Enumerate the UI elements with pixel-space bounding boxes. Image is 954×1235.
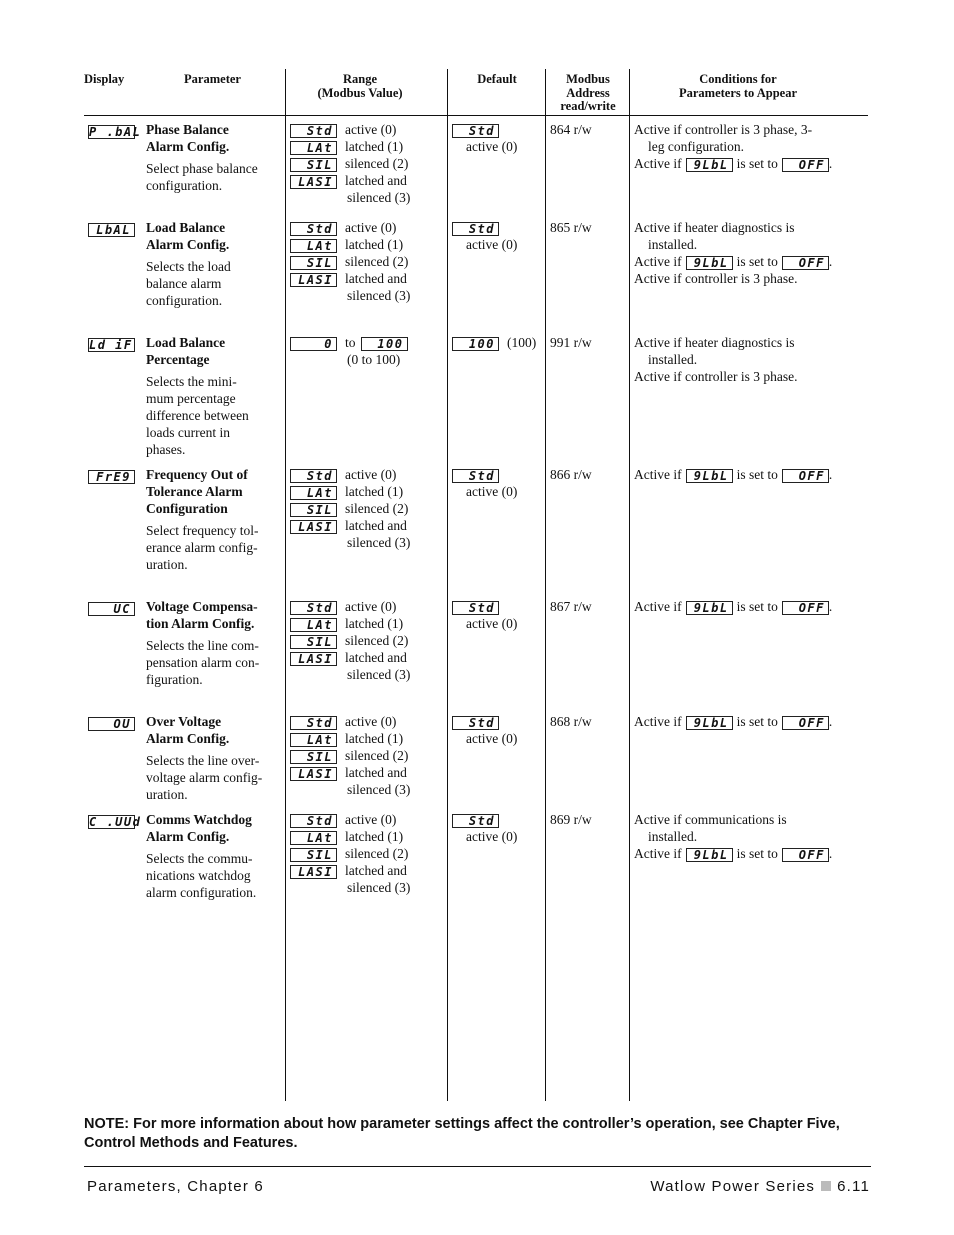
- lcd-default-code: Std: [452, 469, 499, 483]
- display-code: [88, 468, 135, 484]
- default-value: [452, 466, 544, 483]
- parameter-description: [146, 160, 286, 194]
- condition-suffix: .: [828, 714, 833, 729]
- footer-rule: [84, 1166, 871, 1167]
- condition-mid: is set to: [736, 599, 778, 614]
- parameter-name: Tolerance Alarm: [146, 484, 243, 499]
- lcd-default-code: Std: [452, 124, 499, 138]
- default-cell: [452, 713, 544, 747]
- display-code: [88, 715, 135, 731]
- modbus-address: 868 r/w: [550, 714, 592, 729]
- description-line: figuration.: [146, 672, 203, 687]
- column-divider-2: [447, 69, 448, 1101]
- condition-suffix: .: [828, 467, 833, 482]
- description-line: Selects the load: [146, 259, 231, 274]
- range-option: [290, 713, 446, 730]
- range-option-text: active (0): [345, 812, 397, 827]
- description-line: Selects the mini-: [146, 374, 237, 389]
- modbus-address: 866 r/w: [550, 467, 592, 482]
- description-line: Select phase balance: [146, 161, 258, 176]
- modbus-header-line3: read/write: [560, 99, 616, 113]
- range-option: [290, 155, 446, 172]
- parameter-description: [146, 522, 286, 573]
- condition-line: Active if heater diagnostics is: [634, 335, 795, 350]
- conditions-cell: [634, 598, 870, 615]
- lcd-condition-value: OFF: [782, 848, 829, 862]
- condition-line: Active if communications is: [634, 812, 787, 827]
- parameter-name: Alarm Config.: [146, 731, 230, 746]
- modbus-header-line1: Modbus: [566, 72, 610, 86]
- range-option-text: latched (1): [345, 139, 404, 154]
- lcd-range-code: Std: [290, 124, 337, 138]
- range-option: [290, 121, 446, 138]
- description-line: nications watchdog: [146, 868, 251, 883]
- default-value: [452, 121, 544, 138]
- condition-suffix: .: [828, 599, 833, 614]
- footer-title: Watlow Power Series: [650, 1178, 816, 1195]
- parameter-name: Alarm Config.: [146, 829, 230, 844]
- range-option: [290, 730, 446, 747]
- conditions-cell: [634, 811, 870, 862]
- condition-line: installed.: [648, 829, 698, 844]
- lcd-range-code: Std: [290, 814, 337, 828]
- lcd-range-code: LAt: [290, 141, 337, 155]
- lcd-range-code: LAt: [290, 239, 337, 253]
- condition-line: [634, 598, 870, 615]
- range-option-text: latched and: [345, 650, 407, 665]
- lcd-range-code: LASI: [290, 865, 337, 879]
- condition-mid: is set to: [736, 846, 778, 861]
- condition-line: Active if controller is 3 phase.: [634, 271, 798, 286]
- description-line: configuration.: [146, 293, 223, 308]
- parameter-description: [146, 258, 286, 309]
- range-option-text: active (0): [345, 220, 397, 235]
- lcd-range-code: LAt: [290, 486, 337, 500]
- parameter-description: [146, 752, 286, 803]
- condition-mid: is set to: [736, 467, 778, 482]
- range-option: [290, 138, 446, 155]
- description-line: uration.: [146, 557, 188, 572]
- range-option: [290, 649, 446, 666]
- lcd-condition-param: 9LbL: [686, 848, 733, 862]
- condition-prefix: Active if: [634, 254, 682, 269]
- footer-left: Parameters, Chapter 6: [87, 1178, 264, 1195]
- description-line: mum percentage: [146, 391, 236, 406]
- range-option-text: latched (1): [345, 829, 404, 844]
- range-option: [290, 517, 446, 534]
- range-option: [290, 632, 446, 649]
- range-option: [290, 500, 446, 517]
- description-line: uration.: [146, 787, 188, 802]
- parameter-cell: [146, 219, 286, 309]
- range-option-text: latched and: [345, 271, 407, 286]
- default-text: active (0): [466, 484, 518, 499]
- lcd-display-code: Ld iF: [88, 338, 135, 352]
- conditions-cell: [634, 334, 870, 385]
- col-header-conditions: [638, 73, 838, 100]
- condition-prefix: Active if: [634, 467, 682, 482]
- col-header-range: [290, 73, 430, 100]
- parameter-name: Voltage Compensa-: [146, 599, 258, 614]
- lcd-range-code: LAt: [290, 733, 337, 747]
- lcd-display-code: OU: [88, 717, 135, 731]
- lcd-condition-value: OFF: [782, 601, 829, 615]
- range-header-line1: Range: [342, 72, 378, 86]
- default-text: active (0): [466, 829, 518, 844]
- range-option: [290, 598, 446, 615]
- default-cell: [452, 811, 544, 845]
- range-header-line2: (Modbus Value): [317, 85, 403, 100]
- default-modbus-value: (100): [507, 335, 537, 350]
- lcd-default-code: Std: [452, 814, 499, 828]
- parameter-name: Phase Balance: [146, 122, 229, 137]
- range-option-text: silenced (2): [345, 501, 409, 516]
- range-option-continuation: silenced (3): [347, 190, 411, 205]
- col-header-default: Default: [477, 72, 517, 86]
- lcd-range-code: LASI: [290, 652, 337, 666]
- lcd-range-code: LAt: [290, 831, 337, 845]
- lcd-condition-param: 9LbL: [686, 469, 733, 483]
- range-option-text: active (0): [345, 714, 397, 729]
- range-option: [290, 253, 446, 270]
- lcd-range-code: LASI: [290, 273, 337, 287]
- description-line: Selects the line over-: [146, 753, 260, 768]
- conditions-header-line2: Parameters to Appear: [678, 85, 798, 100]
- header-rule: [84, 115, 868, 116]
- lcd-condition-value: OFF: [782, 158, 829, 172]
- range-cell: [290, 121, 446, 206]
- lcd-condition-param: 9LbL: [686, 256, 733, 270]
- lcd-default-code: Std: [452, 222, 499, 236]
- lcd-range-code: SIL: [290, 503, 337, 517]
- range-span: [290, 334, 446, 351]
- lcd-condition-value: OFF: [782, 469, 829, 483]
- parameter-name: Alarm Config.: [146, 237, 230, 252]
- range-option-text: latched (1): [345, 731, 404, 746]
- default-cell: [452, 334, 544, 351]
- condition-line: [634, 713, 870, 730]
- modbus-address: 991 r/w: [550, 335, 592, 350]
- page-number: 6.11: [837, 1178, 870, 1195]
- range-option-text: active (0): [345, 599, 397, 614]
- default-text: active (0): [466, 139, 518, 154]
- condition-line: leg configuration.: [648, 139, 744, 154]
- col-header-parameter: Parameter: [184, 72, 241, 86]
- range-option-text: latched and: [345, 518, 407, 533]
- range-cell: [290, 598, 446, 683]
- lcd-default-code: 100: [452, 337, 499, 351]
- column-divider-4: [629, 69, 630, 1101]
- condition-prefix: Active if: [634, 846, 682, 861]
- condition-prefix: Active if: [634, 599, 682, 614]
- range-option: [290, 219, 446, 236]
- range-option-text: latched and: [345, 863, 407, 878]
- parameter-name: Frequency Out of: [146, 467, 248, 482]
- col-header-modbus: [548, 73, 628, 114]
- conditions-header-line1: Conditions for: [699, 72, 777, 86]
- description-line: phases.: [146, 442, 186, 457]
- range-to-word: to: [345, 335, 356, 350]
- range-option: [290, 483, 446, 500]
- parameter-cell: [146, 598, 286, 688]
- range-option: [290, 828, 446, 845]
- conditions-cell: [634, 713, 870, 730]
- range-option-text: silenced (2): [345, 156, 409, 171]
- parameter-cell: [146, 466, 286, 573]
- lcd-range-code: Std: [290, 716, 337, 730]
- description-line: Select frequency tol-: [146, 523, 259, 538]
- lcd-range-code: Std: [290, 469, 337, 483]
- range-option-text: active (0): [345, 467, 397, 482]
- range-option: [290, 172, 446, 189]
- condition-line: installed.: [648, 237, 698, 252]
- range-option-text: latched and: [345, 173, 407, 188]
- description-line: Selects the commu-: [146, 851, 253, 866]
- condition-line: [634, 845, 870, 862]
- parameter-description: [146, 637, 286, 688]
- display-code: [88, 336, 135, 352]
- lcd-range-code: SIL: [290, 158, 337, 172]
- lcd-range-code: SIL: [290, 635, 337, 649]
- default-cell: [452, 598, 544, 632]
- condition-mid: is set to: [736, 156, 778, 171]
- range-option-continuation: silenced (3): [347, 288, 411, 303]
- lcd-range-max: 100: [361, 337, 408, 351]
- display-code: [88, 600, 135, 616]
- range-option-text: silenced (2): [345, 254, 409, 269]
- condition-line: [634, 253, 870, 270]
- lcd-condition-param: 9LbL: [686, 716, 733, 730]
- lcd-range-code: SIL: [290, 750, 337, 764]
- range-cell: [290, 466, 446, 551]
- default-cell: [452, 121, 544, 155]
- condition-suffix: .: [828, 156, 833, 171]
- range-option-text: latched (1): [345, 484, 404, 499]
- parameter-name: Over Voltage: [146, 714, 222, 729]
- default-value: [452, 811, 544, 828]
- col-header-display: Display: [84, 72, 125, 86]
- modbus-address: 867 r/w: [550, 599, 592, 614]
- parameter-cell: [146, 334, 286, 458]
- range-option-continuation: silenced (3): [347, 667, 411, 682]
- lcd-display-code: P .bAL: [89, 124, 142, 139]
- parameter-name: Percentage: [146, 352, 210, 367]
- condition-line: Active if controller is 3 phase.: [634, 369, 798, 384]
- modbus-address: 864 r/w: [550, 122, 592, 137]
- lcd-range-min: 0: [290, 337, 337, 351]
- range-cell: [290, 713, 446, 798]
- condition-mid: is set to: [736, 254, 778, 269]
- parameter-cell: [146, 121, 286, 194]
- parameter-cell: [146, 713, 286, 803]
- range-cell: [290, 219, 446, 304]
- conditions-cell: [634, 219, 870, 287]
- range-cell: [290, 334, 446, 368]
- lcd-display-code: LbAL: [88, 223, 135, 237]
- range-option-text: active (0): [345, 122, 397, 137]
- lcd-range-code: LASI: [290, 175, 337, 189]
- range-option-text: latched (1): [345, 237, 404, 252]
- lcd-default-code: Std: [452, 716, 499, 730]
- description-line: balance alarm: [146, 276, 222, 291]
- default-text: active (0): [466, 616, 518, 631]
- description-line: Selects the line com-: [146, 638, 259, 653]
- range-option: [290, 466, 446, 483]
- lcd-range-code: LASI: [290, 767, 337, 781]
- condition-suffix: .: [828, 254, 833, 269]
- parameter-name: Configuration: [146, 501, 228, 516]
- lcd-range-code: SIL: [290, 848, 337, 862]
- lcd-display-code: C .UUd: [89, 814, 142, 829]
- range-option: [290, 236, 446, 253]
- condition-line: [634, 466, 870, 483]
- parameter-cell: [146, 811, 286, 901]
- lcd-range-code: LASI: [290, 520, 337, 534]
- default-value: [452, 219, 544, 236]
- square-bullet-icon: [821, 1181, 831, 1191]
- lcd-condition-value: OFF: [782, 256, 829, 270]
- condition-line: installed.: [648, 352, 698, 367]
- lcd-default-code: Std: [452, 601, 499, 615]
- condition-suffix: .: [828, 846, 833, 861]
- range-modbus-values: (0 to 100): [347, 352, 401, 367]
- lcd-range-code: LAt: [290, 618, 337, 632]
- lcd-range-code: SIL: [290, 256, 337, 270]
- conditions-cell: [634, 466, 870, 483]
- description-line: loads current in: [146, 425, 230, 440]
- range-option-text: latched and: [345, 765, 407, 780]
- default-text: active (0): [466, 237, 518, 252]
- range-cell: [290, 811, 446, 896]
- parameter-name: Alarm Config.: [146, 139, 230, 154]
- display-code: [88, 813, 142, 829]
- description-line: alarm configuration.: [146, 885, 257, 900]
- conditions-cell: [634, 121, 870, 172]
- modbus-address: 865 r/w: [550, 220, 592, 235]
- description-line: pensation alarm con-: [146, 655, 260, 670]
- range-option: [290, 811, 446, 828]
- lcd-range-code: Std: [290, 222, 337, 236]
- condition-prefix: Active if: [634, 156, 682, 171]
- parameter-name: Comms Watchdog: [146, 812, 252, 827]
- range-option: [290, 270, 446, 287]
- lcd-condition-param: 9LbL: [686, 601, 733, 615]
- condition-prefix: Active if: [634, 714, 682, 729]
- range-option-continuation: silenced (3): [347, 782, 411, 797]
- range-option: [290, 764, 446, 781]
- column-divider-3: [545, 69, 546, 1101]
- description-line: erance alarm config-: [146, 540, 258, 555]
- lcd-condition-param: 9LbL: [686, 158, 733, 172]
- default-value: [452, 598, 544, 615]
- modbus-address: 869 r/w: [550, 812, 592, 827]
- condition-line: Active if controller is 3 phase, 3-: [634, 122, 813, 137]
- display-code: [88, 221, 135, 237]
- chapter-note: NOTE: For more information about how parameter settings affect the controller’s operation, see Chapter Five, Control Methods and Features.: [84, 1116, 840, 1151]
- lcd-condition-value: OFF: [782, 716, 829, 730]
- description-line: voltage alarm config-: [146, 770, 263, 785]
- range-option: [290, 862, 446, 879]
- range-option-continuation: silenced (3): [347, 880, 411, 895]
- default-value: [452, 713, 544, 730]
- description-line: configuration.: [146, 178, 223, 193]
- range-option: [290, 845, 446, 862]
- lcd-range-code: Std: [290, 601, 337, 615]
- default-text: active (0): [466, 731, 518, 746]
- range-option: [290, 747, 446, 764]
- default-value: [452, 334, 544, 351]
- range-option-text: silenced (2): [345, 633, 409, 648]
- lcd-display-code: FrE9: [88, 470, 135, 484]
- range-option-text: silenced (2): [345, 846, 409, 861]
- range-option-text: latched (1): [345, 616, 404, 631]
- default-cell: [452, 466, 544, 500]
- range-option-text: silenced (2): [345, 748, 409, 763]
- parameter-description: [146, 850, 286, 901]
- range-option-continuation: silenced (3): [347, 535, 411, 550]
- condition-line: Active if heater diagnostics is: [634, 220, 795, 235]
- parameter-name: Load Balance: [146, 220, 226, 235]
- description-line: difference between: [146, 408, 249, 423]
- display-code: [88, 123, 142, 139]
- parameter-name: tion Alarm Config.: [146, 616, 255, 631]
- parameter-name: Load Balance: [146, 335, 226, 350]
- condition-line: [634, 155, 870, 172]
- footer-right: [650, 1178, 870, 1195]
- range-option: [290, 615, 446, 632]
- condition-mid: is set to: [736, 714, 778, 729]
- default-cell: [452, 219, 544, 253]
- lcd-display-code: UC: [88, 602, 135, 616]
- parameter-description: [146, 373, 286, 458]
- modbus-header-line2: Address: [566, 85, 610, 100]
